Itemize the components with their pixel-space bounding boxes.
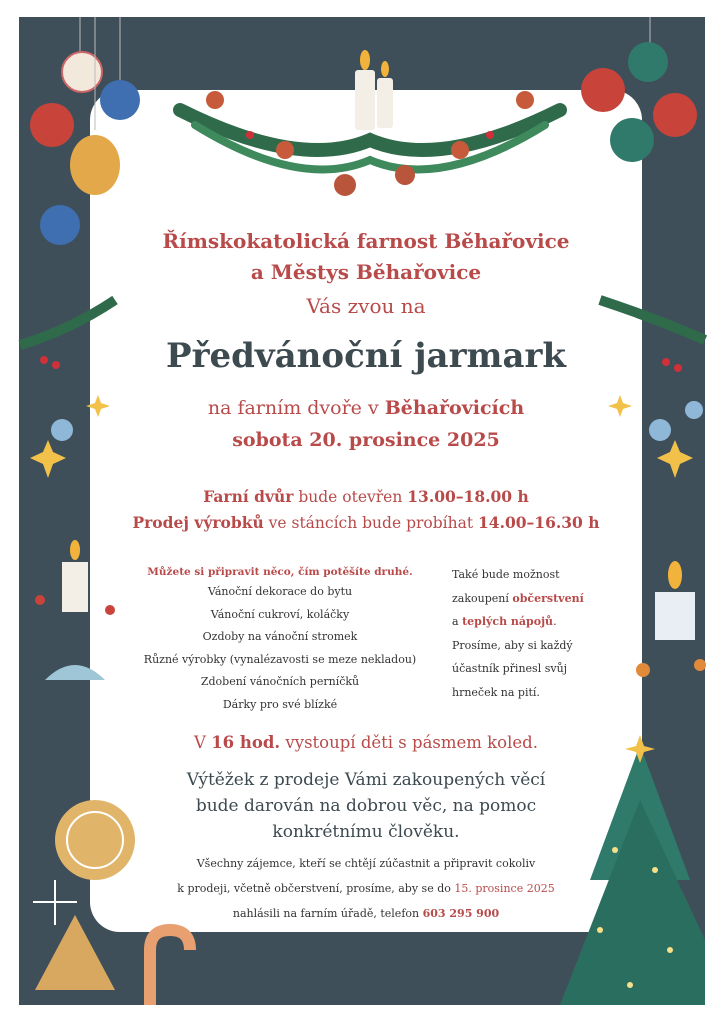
proceeds-line-1: Výtěžek z prodeje Vámi zakoupených věcí bbox=[186, 770, 546, 790]
hours-text-courtyard: bude otevřen bbox=[293, 488, 408, 506]
hours-label-courtyard: Farní dvůr bbox=[203, 487, 294, 506]
carols-time: 16 hod. bbox=[211, 733, 281, 752]
hours-time-sales: 14.00–16.30 h bbox=[478, 513, 600, 532]
list-item: Zdobení vánočních perníčků bbox=[200, 675, 360, 688]
place-name: Běhařovicích bbox=[384, 397, 525, 419]
organizer-line-1: Římskokatolická farnost Běhařovice bbox=[162, 229, 570, 253]
event-title: Předvánoční jarmark bbox=[166, 336, 566, 376]
hours-label-sales: Prodej výrobků bbox=[132, 513, 264, 532]
refreshments-info bbox=[452, 563, 622, 704]
ornaments-top-right-icon bbox=[581, 17, 697, 162]
refreshments-line-6: hrneček na pití. bbox=[452, 685, 540, 699]
list-item: Vánoční dekorace do bytu bbox=[207, 585, 353, 598]
candle-left-icon bbox=[35, 540, 115, 680]
refreshments-text: a bbox=[452, 615, 463, 628]
refreshments-highlight: občerstvení bbox=[512, 591, 584, 605]
opening-hours bbox=[90, 487, 642, 506]
registration-text: nahlásili na farním úřadě, telefon bbox=[232, 907, 423, 920]
refreshments-line-2 bbox=[452, 587, 622, 611]
carols-announcement bbox=[90, 733, 642, 752]
branch-right-icon bbox=[600, 300, 705, 478]
registration-deadline: 15. prosince 2025 bbox=[454, 882, 555, 895]
drinks-highlight: teplých nápojů bbox=[462, 615, 554, 628]
list-item: Různé výrobky (vynalézavosti se meze nekladou) bbox=[143, 652, 417, 666]
carols-prefix: V bbox=[194, 733, 212, 752]
refreshments-line-1: Také bude možnost bbox=[452, 568, 560, 581]
refreshments-text: zakoupení bbox=[452, 591, 513, 605]
refreshments-line-3 bbox=[452, 610, 622, 634]
organizer-line-2: a Městys Běhařovice bbox=[250, 260, 482, 284]
phone-number: 603 295 900 bbox=[422, 907, 500, 920]
hours-time-courtyard: 13.00–18.00 h bbox=[407, 487, 529, 506]
branch-left-icon bbox=[20, 300, 115, 478]
event-place bbox=[90, 397, 642, 419]
registration-text: k prodeji, včetně občerstvení, prosíme, aby se do bbox=[177, 882, 455, 895]
refreshments-line-4: Prosíme, aby si každý bbox=[452, 638, 573, 652]
refreshments-text: . bbox=[553, 615, 557, 628]
sales-hours bbox=[90, 513, 642, 532]
carols-text: vystoupí děti s pásmem koled. bbox=[280, 733, 538, 752]
garland-candle-icon bbox=[180, 50, 560, 196]
invite-text: Vás zvou na bbox=[306, 294, 426, 318]
registration-line-1: Všechny zájemce, kteří se chtějí zúčastnit a připravit cokoliv bbox=[196, 857, 536, 870]
list-item: Ozdoby na vánoční stromek bbox=[202, 630, 358, 643]
candle-right-icon bbox=[636, 561, 706, 677]
ideas-list bbox=[120, 563, 440, 716]
ideas-hint: Můžete si připravit něco, čím potěšíte druhé. bbox=[147, 566, 413, 578]
place-prefix: na farním dvoře v bbox=[207, 397, 385, 419]
event-date: sobota 20. prosince 2025 bbox=[232, 429, 500, 451]
registration-line-2 bbox=[90, 882, 642, 895]
list-item: Vánoční cukroví, koláčky bbox=[210, 607, 350, 621]
list-item: Dárky pro své blízké bbox=[222, 697, 338, 711]
proceeds-line-3: konkrétnímu člověku. bbox=[272, 822, 460, 842]
proceeds-line-2: bude darován na dobrou věc, na pomoc bbox=[195, 796, 537, 816]
refreshments-line-5: účastník přinesl svůj bbox=[452, 662, 568, 675]
registration-line-3 bbox=[90, 907, 642, 920]
hours-text-sales: ve stáncích bude probíhat bbox=[263, 514, 478, 532]
ornaments-top-left-icon bbox=[30, 17, 140, 245]
